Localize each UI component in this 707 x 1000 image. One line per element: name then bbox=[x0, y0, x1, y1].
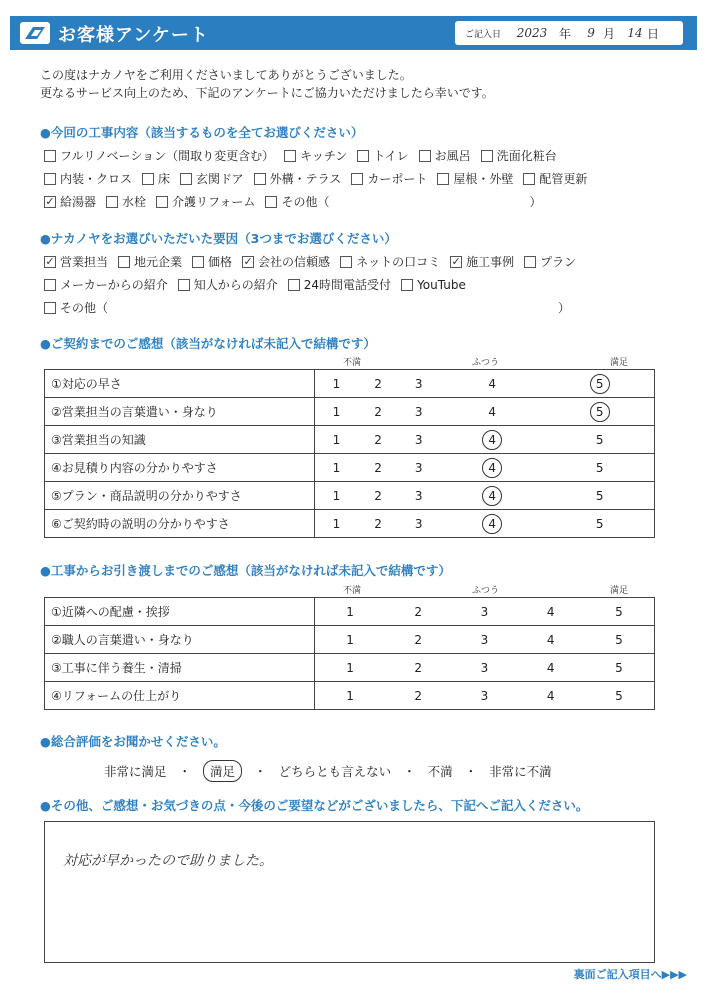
q2-option[interactable] bbox=[524, 253, 576, 270]
header-bar bbox=[10, 16, 697, 50]
rating-option[interactable] bbox=[545, 426, 654, 454]
rating-number: 4 bbox=[482, 486, 502, 506]
option-label: キッチン bbox=[300, 149, 348, 163]
rating-number: 2 bbox=[414, 660, 423, 675]
rating-number: 3 bbox=[480, 604, 489, 619]
checkbox[interactable] bbox=[419, 150, 431, 162]
q5-title: ●総合評価をお聞かせください。 bbox=[40, 734, 226, 749]
q1-option[interactable] bbox=[265, 193, 541, 210]
rating-option[interactable] bbox=[398, 510, 439, 538]
q1-option[interactable] bbox=[106, 193, 146, 210]
rating-option[interactable] bbox=[315, 454, 358, 482]
checkbox[interactable] bbox=[401, 279, 413, 291]
rating-number: 4 bbox=[546, 632, 555, 647]
comment-text: 対応が早かったので助りました。 bbox=[63, 853, 273, 869]
scale-mid: ふつう bbox=[472, 586, 500, 596]
rating-number: 1 bbox=[332, 376, 341, 391]
q1-option[interactable] bbox=[351, 170, 427, 187]
rating-option[interactable] bbox=[518, 654, 584, 682]
rating-option[interactable] bbox=[518, 626, 584, 654]
rating-number: 1 bbox=[346, 632, 354, 647]
q2-option[interactable] bbox=[44, 253, 108, 270]
option-label: 洗面化粧台 bbox=[496, 149, 557, 163]
rating-number: 5 bbox=[590, 374, 610, 394]
option-label: YouTube bbox=[417, 277, 466, 292]
rating-number: 3 bbox=[414, 516, 423, 531]
rating-number: 2 bbox=[374, 404, 382, 419]
q1-row bbox=[44, 147, 567, 164]
rating-option[interactable] bbox=[439, 398, 545, 426]
checkbox[interactable] bbox=[340, 256, 352, 268]
date-year[interactable]: 2023 bbox=[516, 26, 548, 40]
option-label: 給湯器 bbox=[60, 195, 97, 209]
option-label: 価格 bbox=[208, 255, 233, 269]
option-label: 配管更新 bbox=[539, 172, 588, 186]
rating-option[interactable] bbox=[439, 482, 545, 510]
rating-option[interactable] bbox=[385, 598, 451, 626]
q2-option[interactable] bbox=[44, 276, 168, 293]
rating-number: 5 bbox=[595, 488, 604, 503]
scale-high: 満足 bbox=[610, 586, 629, 596]
date-box bbox=[455, 21, 683, 45]
date-month[interactable]: 9 bbox=[587, 26, 595, 40]
q1-option[interactable] bbox=[142, 170, 170, 187]
rating-option[interactable] bbox=[385, 626, 451, 654]
rating-number: 3 bbox=[480, 688, 489, 703]
rating-number: 5 bbox=[595, 460, 604, 475]
rating-number: 5 bbox=[615, 688, 623, 703]
option-label: 介護リフォーム bbox=[172, 195, 256, 209]
checkbox[interactable] bbox=[351, 173, 363, 185]
scale-low: 不満 bbox=[343, 586, 362, 596]
q4-table bbox=[44, 597, 655, 710]
rating-option[interactable] bbox=[358, 482, 399, 510]
rating-option[interactable] bbox=[451, 626, 517, 654]
rating-number: 1 bbox=[332, 488, 341, 503]
q2-option[interactable] bbox=[288, 276, 391, 293]
checkbox[interactable] bbox=[44, 279, 56, 291]
rating-option[interactable] bbox=[315, 370, 358, 398]
checkbox[interactable] bbox=[284, 150, 296, 162]
rating-row bbox=[45, 682, 655, 710]
checkbox[interactable]: ✓ bbox=[243, 255, 253, 268]
rating-number: 2 bbox=[414, 604, 423, 619]
scale-mid: ふつう bbox=[472, 358, 500, 368]
rating-option[interactable] bbox=[315, 398, 358, 426]
rating-option[interactable] bbox=[518, 682, 584, 710]
scale-low: 不満 bbox=[343, 358, 362, 368]
q2-option[interactable] bbox=[118, 253, 182, 270]
rating-number: 3 bbox=[414, 404, 423, 419]
option-label: その他（ bbox=[60, 301, 109, 315]
q4-title: ●工事からお引き渡しまでのご感想（該当がなければ未記入で結構です） bbox=[40, 563, 451, 578]
rating-number: 4 bbox=[488, 404, 497, 419]
q2-option[interactable] bbox=[401, 278, 466, 292]
option-label: トイレ bbox=[373, 149, 409, 163]
rating-option[interactable] bbox=[439, 426, 545, 454]
overall-rating bbox=[104, 760, 552, 782]
option-label: 水栓 bbox=[122, 195, 147, 209]
rating-number: 1 bbox=[346, 688, 354, 703]
q2-row bbox=[44, 276, 476, 293]
rating-number: 4 bbox=[482, 514, 502, 534]
q2-row bbox=[44, 299, 580, 316]
checkbox[interactable] bbox=[524, 256, 536, 268]
rating-option[interactable] bbox=[398, 370, 439, 398]
option-label: 会社の信頼感 bbox=[258, 255, 331, 269]
checkbox[interactable] bbox=[192, 256, 204, 268]
rating-option[interactable] bbox=[451, 598, 517, 626]
option-label: 外構・テラス bbox=[269, 172, 342, 186]
option-label: フルリノベーション（間取り変更含む） bbox=[60, 149, 275, 163]
rating-option[interactable] bbox=[315, 654, 386, 682]
rating-option[interactable] bbox=[545, 510, 654, 538]
rating-number: 3 bbox=[414, 488, 423, 503]
close-paren: ） bbox=[529, 195, 542, 209]
rating-option[interactable] bbox=[584, 682, 655, 710]
checkbox[interactable] bbox=[265, 196, 277, 208]
option-label: メーカーからの紹介 bbox=[60, 278, 168, 292]
logo-icon bbox=[20, 22, 50, 44]
intro-line: 更なるサービス向上のため、下記のアンケートにご協力いただけましたら幸いです。 bbox=[40, 86, 494, 100]
checkbox[interactable] bbox=[481, 150, 493, 162]
q2-option[interactable] bbox=[242, 253, 330, 270]
rating-number: 3 bbox=[414, 376, 423, 391]
date-month-unit: 月 bbox=[603, 26, 616, 41]
rating-option[interactable] bbox=[545, 482, 654, 510]
q2-title: ●ナカノヤをお選びいただいた要因（3つまでお選びください） bbox=[40, 231, 397, 246]
rating-number: 4 bbox=[546, 660, 555, 675]
rating-row bbox=[45, 510, 655, 538]
rating-option[interactable] bbox=[315, 682, 386, 710]
rating-number: 5 bbox=[615, 604, 623, 619]
rating-option[interactable] bbox=[439, 510, 545, 538]
overall-option[interactable]: 非常に不満 bbox=[489, 764, 552, 779]
rating-row bbox=[45, 426, 655, 454]
date-day[interactable]: 14 bbox=[627, 26, 643, 40]
checkbox[interactable] bbox=[44, 302, 56, 314]
rating-option[interactable] bbox=[584, 598, 655, 626]
q6-title: ●その他、ご感想・お気づきの点・今後のご要望などがございましたら、下記へご記入ください。 bbox=[40, 798, 589, 813]
rating-option[interactable] bbox=[358, 370, 399, 398]
rating-option[interactable] bbox=[439, 454, 545, 482]
rating-row bbox=[45, 370, 655, 398]
rating-option[interactable] bbox=[315, 482, 358, 510]
rating-option[interactable] bbox=[584, 654, 655, 682]
checkbox[interactable] bbox=[156, 196, 168, 208]
rating-question: ⑥ご契約時の説明の分かりやすさ bbox=[45, 510, 315, 538]
rating-question: ③工事に伴う養生・清掃 bbox=[45, 654, 315, 682]
option-label: 内装・クロス bbox=[60, 172, 133, 186]
intro-line: この度はナカノヤをご利用くださいましてありがとうございました。 bbox=[40, 68, 412, 82]
rating-row bbox=[45, 398, 655, 426]
q1-title: ●今回の工事内容（該当するものを全てお選びください） bbox=[40, 125, 364, 140]
comment-box[interactable] bbox=[44, 821, 655, 963]
q1-option[interactable] bbox=[156, 193, 255, 210]
rating-option[interactable] bbox=[451, 654, 517, 682]
option-label: 知人からの紹介 bbox=[193, 278, 278, 292]
rating-option[interactable] bbox=[584, 626, 655, 654]
rating-number: 4 bbox=[546, 604, 555, 619]
option-label: 玄関ドア bbox=[196, 172, 244, 186]
intro-text bbox=[40, 66, 494, 102]
rating-number: 2 bbox=[374, 432, 382, 447]
option-label: プラン bbox=[540, 255, 577, 269]
q3-title: ●ご契約までのご感想（該当がなければ未記入で結構です） bbox=[40, 336, 376, 351]
date-label: ご記入日 bbox=[465, 29, 502, 40]
rating-option[interactable] bbox=[398, 482, 439, 510]
rating-number: 2 bbox=[374, 460, 382, 475]
option-label: その他（ bbox=[281, 195, 330, 209]
rating-number: 1 bbox=[346, 604, 354, 619]
overall-option[interactable]: 不満 bbox=[427, 764, 453, 779]
rating-question: ②営業担当の言葉遣い・身なり bbox=[45, 398, 315, 426]
checkbox[interactable] bbox=[178, 279, 190, 291]
rating-question: ③営業担当の知識 bbox=[45, 426, 315, 454]
close-paren: ） bbox=[558, 301, 571, 315]
overall-option[interactable]: 非常に満足 bbox=[104, 764, 167, 779]
rating-number: 2 bbox=[374, 376, 382, 391]
option-label: お風呂 bbox=[434, 149, 471, 163]
rating-number: 1 bbox=[332, 460, 341, 475]
checkbox[interactable]: ✓ bbox=[45, 255, 55, 268]
rating-question: ④リフォームの仕上がり bbox=[45, 682, 315, 710]
separator: ・ bbox=[254, 764, 267, 779]
rating-option[interactable] bbox=[451, 682, 517, 710]
q2-option[interactable] bbox=[450, 253, 514, 270]
overall-option[interactable]: どちらとも言えない bbox=[278, 764, 392, 779]
rating-question: ④お見積り内容の分かりやすさ bbox=[45, 454, 315, 482]
q3-table bbox=[44, 369, 655, 538]
rating-option[interactable] bbox=[545, 398, 654, 426]
option-label: 地元企業 bbox=[134, 255, 183, 269]
rating-question: ②職人の言葉遣い・身なり bbox=[45, 626, 315, 654]
q1-option[interactable] bbox=[523, 170, 587, 187]
option-label: 営業担当 bbox=[60, 255, 109, 269]
rating-number: 2 bbox=[414, 688, 423, 703]
rating-number: 5 bbox=[595, 516, 604, 531]
rating-question: ①近隣への配慮・挨拶 bbox=[45, 598, 315, 626]
rating-question: ①対応の早さ bbox=[45, 370, 315, 398]
rating-option[interactable] bbox=[315, 598, 386, 626]
rating-option[interactable] bbox=[358, 510, 399, 538]
rating-number: 4 bbox=[488, 376, 497, 391]
q1-option[interactable] bbox=[419, 147, 471, 164]
overall-option[interactable]: 満足 bbox=[203, 760, 242, 782]
q2-option[interactable] bbox=[44, 299, 570, 316]
date-year-unit: 年 bbox=[559, 26, 572, 41]
checkbox[interactable] bbox=[254, 173, 266, 185]
rating-number: 4 bbox=[546, 688, 555, 703]
rating-number: 1 bbox=[332, 516, 341, 531]
rating-option[interactable] bbox=[439, 370, 545, 398]
rating-row bbox=[45, 626, 655, 654]
q2-option[interactable] bbox=[192, 253, 232, 270]
rating-number: 5 bbox=[615, 660, 623, 675]
rating-option[interactable] bbox=[358, 398, 399, 426]
q1-option[interactable] bbox=[44, 147, 274, 164]
checkbox[interactable] bbox=[357, 150, 369, 162]
q1-option[interactable] bbox=[481, 147, 557, 164]
rating-option[interactable] bbox=[358, 426, 399, 454]
rating-option[interactable] bbox=[385, 654, 451, 682]
q1-option[interactable] bbox=[437, 170, 513, 187]
rating-number: 4 bbox=[482, 430, 502, 450]
rating-option[interactable] bbox=[545, 454, 654, 482]
rating-option[interactable] bbox=[398, 454, 439, 482]
rating-option[interactable] bbox=[398, 426, 439, 454]
checkbox[interactable]: ✓ bbox=[451, 255, 461, 268]
checkbox[interactable] bbox=[118, 256, 130, 268]
rating-option[interactable] bbox=[398, 398, 439, 426]
q2-option[interactable] bbox=[340, 253, 440, 270]
rating-option[interactable] bbox=[315, 626, 386, 654]
rating-number: 3 bbox=[480, 632, 489, 647]
rating-row bbox=[45, 454, 655, 482]
rating-number: 3 bbox=[414, 460, 423, 475]
q1-row bbox=[44, 193, 551, 210]
rating-option[interactable] bbox=[315, 510, 358, 538]
rating-option[interactable] bbox=[315, 426, 358, 454]
q1-option[interactable] bbox=[357, 147, 408, 164]
checkbox[interactable] bbox=[142, 173, 154, 185]
rating-question: ⑤プラン・商品説明の分かりやすさ bbox=[45, 482, 315, 510]
separator: ・ bbox=[403, 764, 416, 779]
next-page-link[interactable]: 裏面ご記入項目へ▶▶▶ bbox=[573, 968, 687, 981]
rating-number: 2 bbox=[374, 488, 382, 503]
rating-option[interactable] bbox=[545, 370, 654, 398]
checkbox[interactable] bbox=[523, 173, 535, 185]
rating-number: 5 bbox=[590, 402, 610, 422]
rating-row bbox=[45, 654, 655, 682]
checkbox[interactable]: ✓ bbox=[45, 195, 55, 208]
q1-option[interactable] bbox=[44, 170, 132, 187]
separator: ・ bbox=[178, 764, 192, 779]
rating-number: 3 bbox=[480, 660, 489, 675]
rating-number: 1 bbox=[332, 404, 341, 419]
scale-high: 満足 bbox=[610, 358, 629, 368]
option-label: 床 bbox=[158, 172, 171, 186]
rating-number: 4 bbox=[482, 458, 502, 478]
separator: ・ bbox=[464, 764, 478, 779]
rating-number: 3 bbox=[414, 432, 423, 447]
q1-option[interactable] bbox=[180, 170, 244, 187]
q2-row bbox=[44, 253, 586, 270]
rating-option[interactable] bbox=[518, 598, 584, 626]
q2-option[interactable] bbox=[178, 276, 278, 293]
q1-row bbox=[44, 170, 597, 187]
rating-option[interactable] bbox=[385, 682, 451, 710]
page-title: お客様アンケート bbox=[58, 25, 209, 46]
checkbox[interactable] bbox=[180, 173, 192, 185]
q1-option[interactable] bbox=[254, 170, 342, 187]
checkbox[interactable] bbox=[44, 173, 56, 185]
option-label: カーポート bbox=[367, 172, 428, 186]
option-label: 屋根・外壁 bbox=[453, 172, 514, 186]
rating-number: 2 bbox=[414, 632, 423, 647]
rating-number: 2 bbox=[374, 516, 382, 531]
rating-option[interactable] bbox=[358, 454, 399, 482]
checkbox[interactable] bbox=[288, 279, 300, 291]
option-label: 24時間電話受付 bbox=[303, 278, 392, 292]
checkbox[interactable] bbox=[44, 150, 56, 162]
q1-option[interactable] bbox=[284, 147, 347, 164]
date-day-unit: 日 bbox=[647, 26, 660, 41]
rating-row bbox=[45, 598, 655, 626]
rating-number: 1 bbox=[346, 660, 354, 675]
option-label: 施工事例 bbox=[466, 255, 515, 269]
checkbox[interactable] bbox=[106, 196, 118, 208]
rating-number: 5 bbox=[615, 632, 623, 647]
q1-option[interactable] bbox=[44, 193, 96, 210]
option-label: ネットの口コミ bbox=[356, 255, 441, 269]
rating-number: 1 bbox=[332, 432, 341, 447]
rating-number: 5 bbox=[595, 432, 604, 447]
rating-row bbox=[45, 482, 655, 510]
checkbox[interactable] bbox=[437, 173, 449, 185]
